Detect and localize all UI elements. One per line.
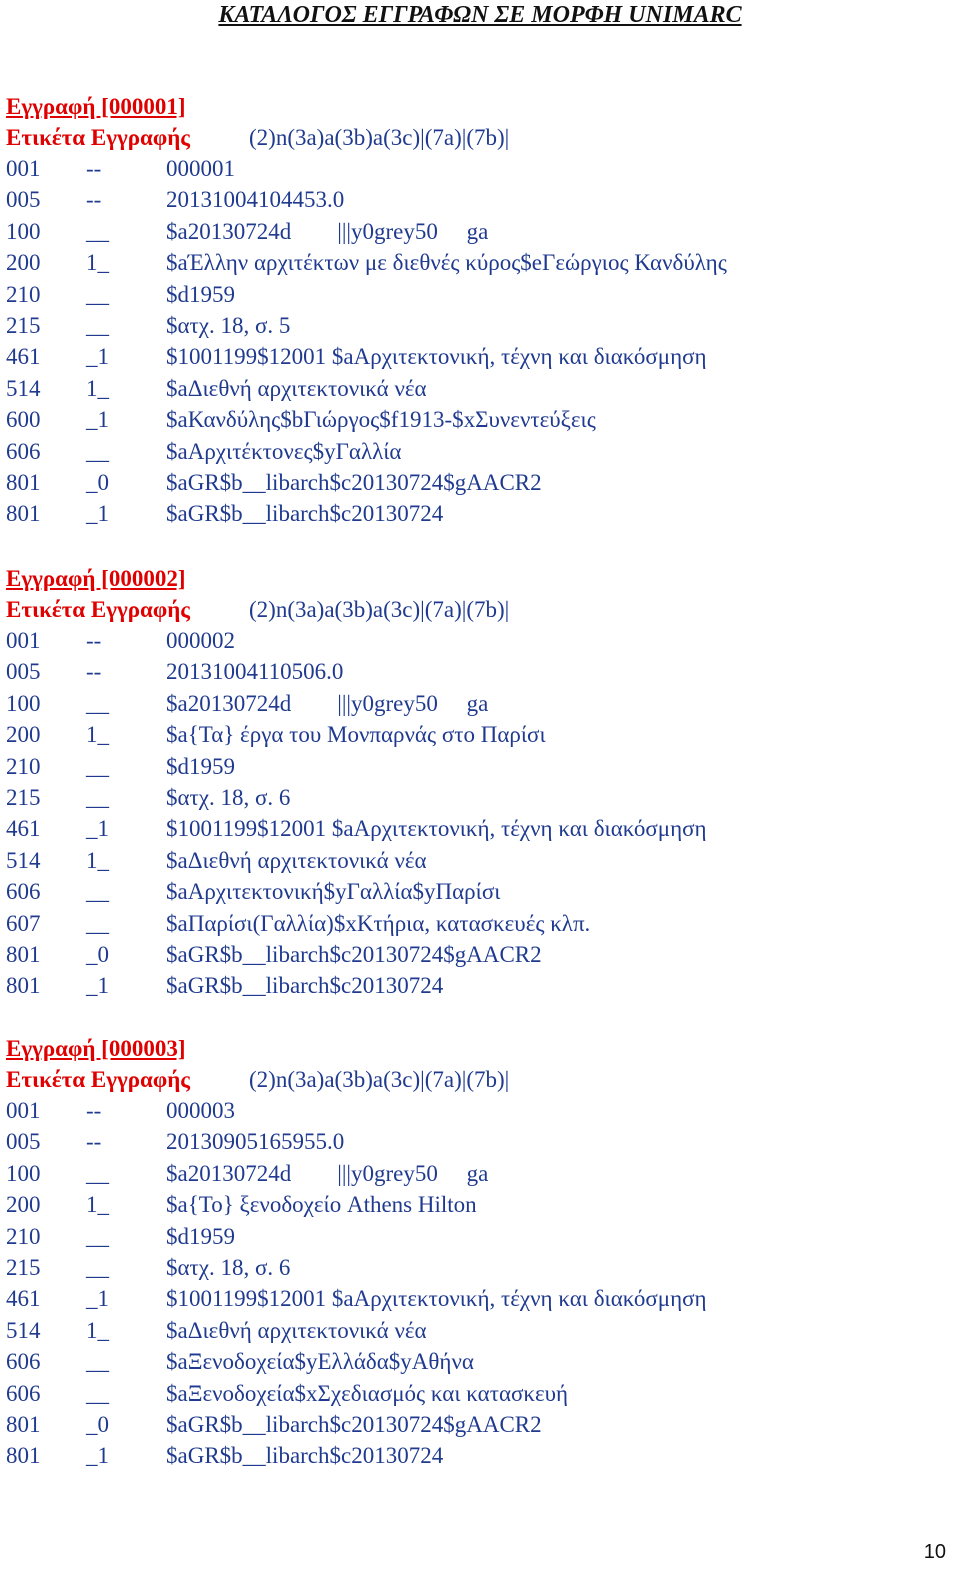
field-row xyxy=(6,216,946,247)
field-tag: 801 xyxy=(6,941,41,967)
field-indicator: 1_ xyxy=(86,1317,109,1343)
record-leader xyxy=(6,122,946,153)
field-indicator: _1 xyxy=(86,344,109,370)
record-leader xyxy=(6,594,946,625)
field-row xyxy=(6,341,946,372)
field-data: $aΠαρίσι(Γαλλία)$xΚτήρια, κατασκευές κλπ. xyxy=(166,910,591,936)
field-row xyxy=(6,813,946,844)
field-tag: 801 xyxy=(6,501,41,527)
field-data: 20131004104453.0 xyxy=(166,187,345,213)
record xyxy=(6,91,946,530)
leader-label: Ετικέτα Εγγραφής xyxy=(6,1067,190,1092)
record xyxy=(6,563,946,1002)
field-tag: 210 xyxy=(6,753,41,779)
field-tag: 210 xyxy=(6,1223,41,1249)
field-tag: 100 xyxy=(6,690,41,716)
field-row xyxy=(6,247,946,278)
field-indicator: __ xyxy=(86,218,109,244)
field-data: $aGR$b__libarch$c20130724$gAACR2 xyxy=(166,1411,542,1437)
field-row xyxy=(6,939,946,970)
field-indicator: __ xyxy=(86,1160,109,1186)
field-tag: 001 xyxy=(6,156,41,181)
field-indicator: _1 xyxy=(86,816,109,842)
field-tag: 461 xyxy=(6,344,41,370)
field-indicator: 1_ xyxy=(86,375,109,401)
field-tag: 600 xyxy=(6,407,41,433)
field-row xyxy=(6,373,946,404)
field-row xyxy=(6,625,946,656)
field-row xyxy=(6,153,946,184)
field-row xyxy=(6,1252,946,1283)
field-data: $ατχ. 18, σ. 6 xyxy=(166,1254,291,1280)
field-data: 000001 xyxy=(166,156,235,181)
field-row xyxy=(6,908,946,939)
field-indicator: __ xyxy=(86,1254,109,1280)
field-data: $aGR$b__libarch$c20130724$gAACR2 xyxy=(166,941,542,967)
field-row xyxy=(6,1158,946,1189)
leader-value: (2)n(3a)a(3b)a(3c)|(7a)|(7b)| xyxy=(249,1067,510,1092)
field-data: $aΔιεθνή αρχιτεκτονικά νέα xyxy=(166,375,427,401)
field-row xyxy=(6,1315,946,1346)
field-row xyxy=(6,404,946,435)
field-indicator: __ xyxy=(86,910,109,936)
field-row xyxy=(6,1440,946,1471)
field-indicator: __ xyxy=(86,281,109,307)
record-heading: Εγγραφή [000003] xyxy=(6,1036,186,1061)
field-tag: 514 xyxy=(6,847,41,873)
field-indicator: __ xyxy=(86,1223,109,1249)
field-tag: 606 xyxy=(6,1380,41,1406)
record-heading: Εγγραφή [000001] xyxy=(6,94,186,119)
field-row xyxy=(6,876,946,907)
field-indicator: -- xyxy=(86,187,102,213)
leader-label: Ετικέτα Εγγραφής xyxy=(6,125,190,150)
field-row xyxy=(6,1346,946,1377)
field-data: $aΚανδύλης$bΓιώργος$f1913-$xΣυνεντεύξεις xyxy=(166,407,596,433)
field-indicator: _0 xyxy=(86,469,109,495)
field-tag: 005 xyxy=(6,659,41,685)
field-data: $d1959 xyxy=(166,1223,235,1249)
field-data: 20131004110506.0 xyxy=(166,659,344,685)
field-row xyxy=(6,719,946,750)
field-indicator: _1 xyxy=(86,407,109,433)
field-indicator: -- xyxy=(86,1098,102,1123)
field-tag: 005 xyxy=(6,187,41,213)
field-tag: 215 xyxy=(6,1254,41,1280)
field-indicator: __ xyxy=(86,784,109,810)
field-data: $aΞενοδοχεία$yΕλλάδα$yΑθήνα xyxy=(166,1349,474,1375)
field-row xyxy=(6,467,946,498)
field-indicator: __ xyxy=(86,1349,109,1375)
field-tag: 005 xyxy=(6,1129,41,1155)
field-tag: 100 xyxy=(6,218,41,244)
field-tag: 607 xyxy=(6,910,41,936)
field-row xyxy=(6,1283,946,1314)
field-indicator: _0 xyxy=(86,941,109,967)
field-data: $a20130724d |||y0grey50 ga xyxy=(166,218,489,244)
field-tag: 801 xyxy=(6,469,41,495)
field-tag: 100 xyxy=(6,1160,41,1186)
field-tag: 801 xyxy=(6,1443,41,1469)
field-tag: 606 xyxy=(6,438,41,464)
field-data: $aΞενοδοχεία$xΣχεδιασμός και κατασκευή xyxy=(166,1380,569,1406)
field-data: $aGR$b__libarch$c20130724 xyxy=(166,501,444,527)
field-data: $1001199$12001 $aΑρχιτεκτονική, τέχνη και διακόσμηση xyxy=(166,344,707,370)
field-indicator: __ xyxy=(86,753,109,779)
field-row xyxy=(6,1189,946,1220)
field-row xyxy=(6,1378,946,1409)
field-data: 20130905165955.0 xyxy=(166,1129,345,1155)
field-data: $aGR$b__libarch$c20130724$gAACR2 xyxy=(166,469,542,495)
field-row xyxy=(6,1095,946,1126)
field-row xyxy=(6,436,946,467)
field-data: $a{Το} ξενοδοχείο Athens Hilton xyxy=(166,1192,477,1218)
field-row xyxy=(6,1221,946,1252)
field-data: $a20130724d |||y0grey50 ga xyxy=(166,1160,489,1186)
field-row xyxy=(6,970,946,1001)
field-row xyxy=(6,184,946,215)
field-data: $a20130724d |||y0grey50 ga xyxy=(166,690,489,716)
record-heading: Εγγραφή [000002] xyxy=(6,566,186,591)
field-row xyxy=(6,656,946,687)
field-data: $ατχ. 18, σ. 6 xyxy=(166,784,291,810)
field-tag: 200 xyxy=(6,250,41,276)
field-data: $aGR$b__libarch$c20130724 xyxy=(166,973,444,999)
field-data: $a{Τα} έργα του Μονπαρνάς στο Παρίσι xyxy=(166,722,546,748)
field-indicator: _1 xyxy=(86,973,109,999)
field-row xyxy=(6,310,946,341)
field-tag: 210 xyxy=(6,281,41,307)
page-number: 10 xyxy=(923,1541,946,1563)
field-indicator: -- xyxy=(86,659,102,685)
field-data: $aΔιεθνή αρχιτεκτονικά νέα xyxy=(166,1317,427,1343)
field-data: $aGR$b__libarch$c20130724 xyxy=(166,1443,444,1469)
field-data: $aΑρχιτεκτονική$yΓαλλία$yΠαρίσι xyxy=(166,879,501,905)
field-row xyxy=(6,688,946,719)
field-tag: 001 xyxy=(6,628,41,653)
field-tag: 514 xyxy=(6,375,41,401)
field-data: $aΑρχιτέκτονες$yΓαλλία xyxy=(166,438,402,464)
field-data: $1001199$12001 $aΑρχιτεκτονική, τέχνη και διακόσμηση xyxy=(166,816,707,842)
field-row xyxy=(6,279,946,310)
page-title: ΚΑΤΑΛΟΓΟΣ ΕΓΓΡΑΦΩΝ ΣΕ ΜΟΡΦΗ UNIMARC xyxy=(218,2,742,28)
field-indicator: -- xyxy=(86,1129,102,1155)
field-tag: 801 xyxy=(6,973,41,999)
field-indicator: __ xyxy=(86,1380,109,1406)
field-row xyxy=(6,782,946,813)
field-indicator: 1_ xyxy=(86,250,109,276)
field-tag: 200 xyxy=(6,1192,41,1218)
field-tag: 461 xyxy=(6,1286,41,1312)
field-row xyxy=(6,751,946,782)
field-indicator: -- xyxy=(86,156,102,181)
field-indicator: _0 xyxy=(86,1411,109,1437)
field-data: $aΔιεθνή αρχιτεκτονικά νέα xyxy=(166,847,427,873)
leader-label: Ετικέτα Εγγραφής xyxy=(6,597,190,622)
field-indicator: __ xyxy=(86,312,109,338)
field-indicator: 1_ xyxy=(86,722,109,748)
field-tag: 461 xyxy=(6,816,41,842)
field-tag: 606 xyxy=(6,1349,41,1375)
field-data: $1001199$12001 $aΑρχιτεκτονική, τέχνη και διακόσμηση xyxy=(166,1286,707,1312)
field-tag: 215 xyxy=(6,312,41,338)
field-tag: 215 xyxy=(6,784,41,810)
field-tag: 606 xyxy=(6,879,41,905)
field-indicator: __ xyxy=(86,438,109,464)
field-indicator: _1 xyxy=(86,501,109,527)
leader-value: (2)n(3a)a(3b)a(3c)|(7a)|(7b)| xyxy=(249,597,510,622)
field-indicator: 1_ xyxy=(86,847,109,873)
record xyxy=(6,1033,946,1472)
field-data: $aΈλλην αρχιτέκτων με διεθνές κύρος$eΓεώργιος Κανδύλης xyxy=(166,250,727,276)
record-leader xyxy=(6,1064,946,1095)
field-data: $d1959 xyxy=(166,753,235,779)
field-tag: 001 xyxy=(6,1098,41,1123)
field-row xyxy=(6,1126,946,1157)
field-indicator: -- xyxy=(86,628,102,653)
field-row xyxy=(6,1409,946,1440)
field-data: $d1959 xyxy=(166,281,235,307)
field-indicator: _1 xyxy=(86,1443,109,1469)
field-indicator: 1_ xyxy=(86,1192,109,1218)
field-tag: 801 xyxy=(6,1411,41,1437)
field-data: $ατχ. 18, σ. 5 xyxy=(166,312,291,338)
field-tag: 514 xyxy=(6,1317,41,1343)
field-row xyxy=(6,845,946,876)
field-indicator: __ xyxy=(86,690,109,716)
field-data: 000002 xyxy=(166,628,235,653)
leader-value: (2)n(3a)a(3b)a(3c)|(7a)|(7b)| xyxy=(249,125,510,150)
field-indicator: __ xyxy=(86,879,109,905)
field-data: 000003 xyxy=(166,1098,235,1123)
field-row xyxy=(6,498,946,529)
field-indicator: _1 xyxy=(86,1286,109,1312)
field-tag: 200 xyxy=(6,722,41,748)
